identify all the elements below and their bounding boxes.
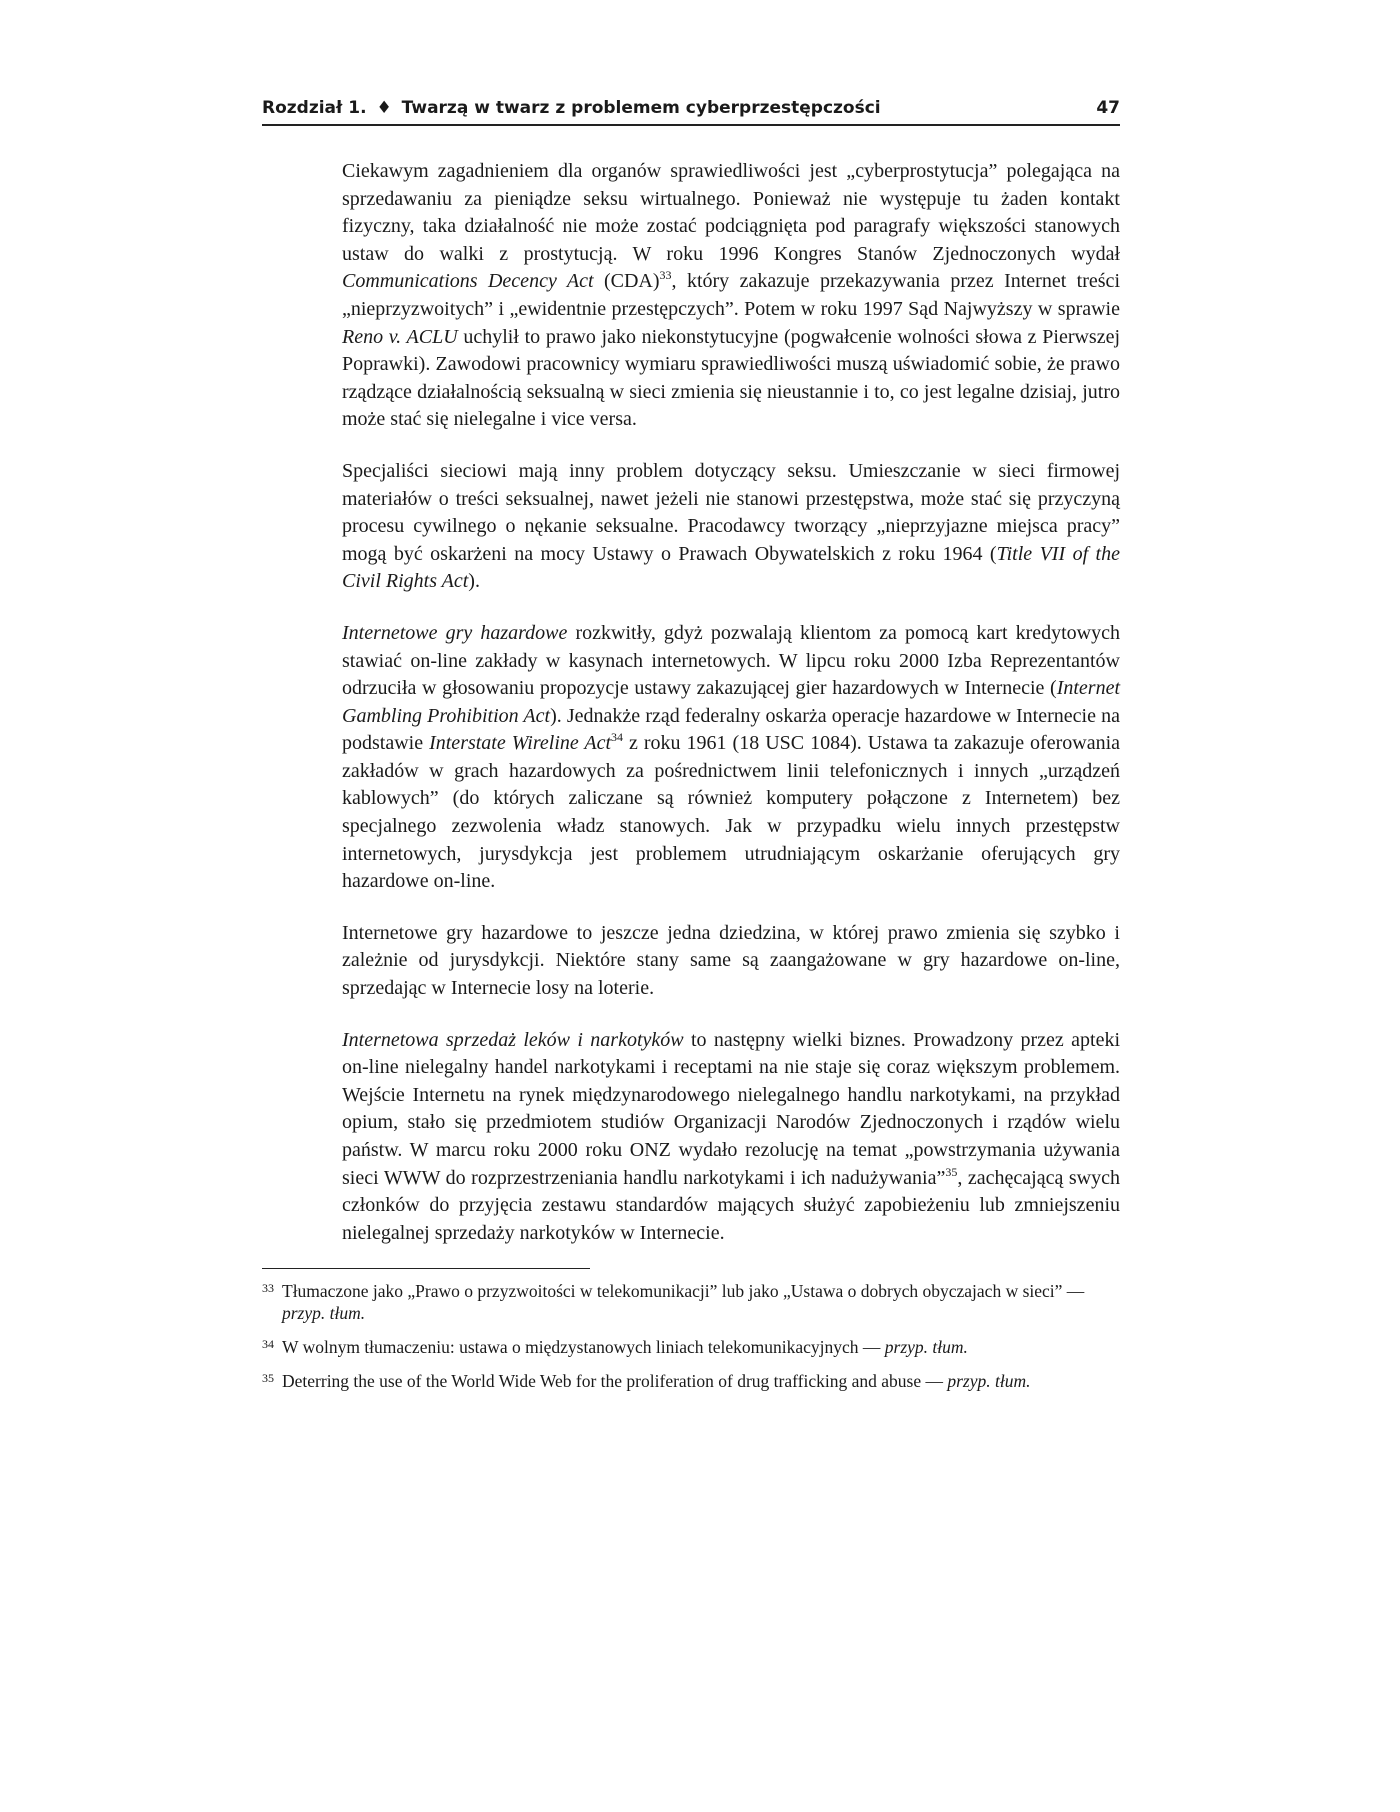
paragraph-3: [342, 620, 1120, 896]
text-run: rozkwitły, gdyż pozwalają klientom za pomocą kart kredytowych stawiać on-line zakłady w kasynach internetowych. W lipcu roku 2000 Izba Reprezentantów odrzuciła w głosowaniu propozycje ustawy zakazującej gier hazardowych w Internecie (: [342, 621, 1120, 700]
footnote-text: Deterring the use of the World Wide Web for the proliferation of drug trafficking and abuse —: [282, 1371, 948, 1391]
italic-run: Communications Decency Act: [342, 270, 594, 293]
chapter-label: Rozdział 1.: [262, 98, 367, 118]
footnote-number: 33: [262, 1281, 274, 1295]
footnote-text: W wolnym tłumaczeniu: ustawa o międzystanowych liniach telekomunikacyjnych —: [282, 1337, 885, 1357]
text-run: Specjaliści sieciowi mają inny problem dotyczący seksu. Umieszczanie w sieci firmowej materiałów o treści seksualnej, nawet jeżeli nie stanowi przestępstwa, może stać się przyczyną procesu cywilnego o nękanie seksualne. Pracodawcy tworzący „nieprzyjazne miejsca pracy” mogą być oskarżeni na mocy Ustawy o Prawach Obywatelskich z roku 1964 (: [342, 459, 1120, 565]
footnote-text: Tłumaczone jako „Prawo o przyzwoitości w telekomunikacji” lub jako „Ustawa o dobrych obyczajach w sieci” —: [282, 1281, 1085, 1301]
text-run: , który zakazuje przekazywania przez Internet treści „nieprzyzwoitych” i „ewidentnie przestępczych”. Potem w roku 1997 Sąd Najwyższy w sprawie: [342, 270, 1120, 320]
text-run: uchylił to prawo jako niekonstytucyjne (pogwałcenie wolności słowa z Pierwszej Poprawki). Zawodowi pracownicy wymiaru sprawiedliwości muszą uświadomić sobie, że prawo rządzące działalnością seksualną w sieci zmienia się nieustannie i to, co jest legalne dzisiaj, jutro może stać się nielegalne i vice versa.: [342, 325, 1121, 431]
text-run: to następny wielki biznes. Prowadzony przez apteki on-line nielegalny handel narkotykami i receptami na nie staje się coraz większym problemem. Wejście Internetu na rynek międzynarodowego nielegalnego handlu narkotykami, na przykład opium, stało się przedmiotem studiów Organizacji Narodów Zjednoczonych i rządów wielu państw. W marcu roku 2000 roku ONZ wydało rezolucję na temat „powstrzymania używania sieci WWW do rozprzestrzeniania handlu narkotykami i ich nadużywania”: [342, 1028, 1121, 1189]
footnote-note: przyp. tłum.: [282, 1303, 366, 1323]
footnotes: [262, 1280, 1120, 1404]
text-run: z roku 1961 (18 USC 1084). Ustawa ta zakazuje oferowania zakładów w grach hazardowych za pośrednictwem linii telefonicznych i innych „urządzeń kablowych” (do których zaliczane są również komputery połączone z Internetem) bez specjalnego zezwolenia władz stanowych. Jak w przypadku wielu innych przestępstw internetowych, jurysdykcja jest problemem utrudniającym oskarżanie oferujących gry hazardowe on-line.: [342, 732, 1121, 893]
text-run: Ciekawym zagadnieniem dla organów sprawiedliwości jest „cyberprostytucja” polegająca na sprzedawaniu za pieniądze seksu wirtualnego. Ponieważ nie występuje tu żaden kontakt fizyczny, taka działalność nie może zostać podciągnięta pod paragrafy większości stanowych ustaw do walki z prostytucją. W roku 1996 Kongres Stanów Zjednoczonych wydał: [342, 160, 1120, 265]
footnote-note: przyp. tłum.: [884, 1337, 968, 1357]
paragraph-1: [342, 158, 1120, 434]
footnote-ref-35[interactable]: 35: [945, 1164, 958, 1179]
text-run: (CDA): [593, 270, 660, 293]
italic-run: Internetowe gry hazardowe: [342, 621, 568, 644]
footnote-ref-33[interactable]: 33: [659, 268, 672, 283]
running-header: [262, 98, 1120, 126]
footnote-divider: [262, 1268, 590, 1269]
italic-run: Internetowa sprzedaż leków i narkotyków: [342, 1028, 684, 1051]
italic-run: Internet Gambling Prohibition Act: [342, 677, 1120, 727]
text-run: ). Jednakże rząd federalny oskarża operacje hazardowe w Internecie na podstawie: [342, 704, 1120, 755]
paragraph-2: [342, 458, 1120, 596]
paragraph-4: Internetowe gry hazardowe to jeszcze jedna dziedzina, w której prawo zmienia się szybko i zależnie od jurysdykcji. Niektóre stany same są zaangażowane w gry hazardowe on-line, sprzedając w Internecie losy na loterie.: [342, 921, 1120, 1000]
paragraph-5: [342, 1027, 1120, 1248]
italic-run: Interstate Wireline Act: [429, 732, 612, 755]
footnote-34: [262, 1336, 1120, 1358]
page-number: 47: [1096, 98, 1120, 118]
footnote-35: [262, 1370, 1120, 1392]
footnote-number: 34: [262, 1337, 274, 1351]
footnote-ref-34[interactable]: 34: [611, 730, 624, 745]
chapter-name: Twarzą w twarz z problemem cyberprzestępczości: [401, 98, 881, 118]
footnote-number: 35: [262, 1371, 274, 1385]
separator-diamond-icon: ♦: [376, 98, 392, 118]
chapter-title: [262, 98, 881, 118]
text-run: ).: [468, 570, 480, 593]
italic-run: Reno v. ACLU: [342, 325, 458, 348]
italic-run: Title VII of the Civil Rights Act: [342, 542, 1120, 593]
footnote-note: przyp. tłum.: [947, 1371, 1031, 1391]
text-run: , zachęcającą swych członków do przyjęcia zestawu standardów mających służyć zapobieżeniu lub zmniejszeniu nielegalnej sprzedaży narkotyków w Internecie.: [342, 1166, 1120, 1244]
body-text: [342, 158, 1120, 1247]
footnote-33: [262, 1280, 1120, 1324]
